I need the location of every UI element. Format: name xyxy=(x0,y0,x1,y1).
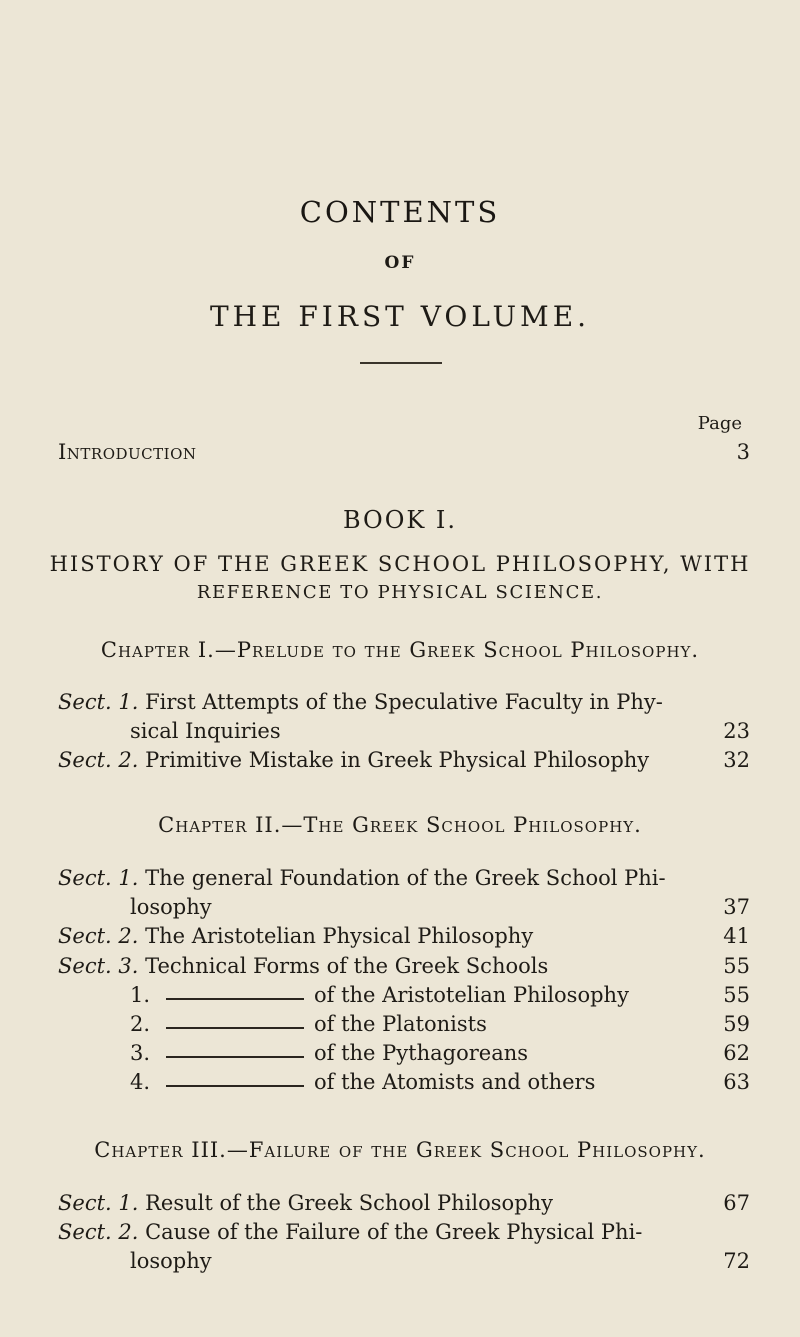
entry-text: The Aristotelian Physical Philosophy xyxy=(145,924,534,948)
chapter-heading: Chapter II.—The Greek School Philosophy. xyxy=(158,813,642,837)
entry-page: 23 xyxy=(723,719,750,743)
toc-entry xyxy=(58,690,750,720)
toc-subentry xyxy=(58,1041,750,1071)
entry-text: First Attempts of the Speculative Faculty in Phy- xyxy=(145,690,663,714)
subentry-text: of the Aristotelian Philosophy xyxy=(314,983,629,1007)
toc-entry xyxy=(58,866,750,896)
toc-subentry xyxy=(58,1012,750,1042)
chapter-heading: Chapter I.—Prelude to the Greek School Philosophy. xyxy=(100,638,700,662)
section-label: Sect. 2. xyxy=(58,924,139,948)
chapter-heading: Chapter III.—Failure of the Greek School Philosophy. xyxy=(94,1138,706,1162)
subentry-number: 1. xyxy=(130,983,151,1007)
contents-title: CONTENTS xyxy=(299,195,501,229)
introduction-page: 3 xyxy=(736,440,750,464)
subentry-number: 4. xyxy=(130,1070,151,1094)
toc-entry-continuation xyxy=(58,719,750,749)
toc-entry xyxy=(58,924,750,954)
entry-page: 72 xyxy=(723,1249,750,1273)
toc-entry-continuation xyxy=(58,1249,750,1279)
section-label: Sect. 2. xyxy=(58,748,139,772)
book-label: BOOK I. xyxy=(342,506,458,534)
toc-entry xyxy=(58,1191,750,1221)
subentry-page: 59 xyxy=(723,1012,750,1036)
toc-entry xyxy=(58,748,750,778)
entry-page: 32 xyxy=(723,748,750,772)
page-column-label: Page xyxy=(697,413,742,434)
entry-text: Result of the Greek School Philosophy xyxy=(145,1191,554,1215)
section-label: Sect. 1. xyxy=(58,866,139,890)
section-label: Sect. 1. xyxy=(58,690,139,714)
entry-text: losophy xyxy=(130,895,212,919)
entry-text: The general Foundation of the Greek School Phi- xyxy=(145,866,666,890)
ditto-dash xyxy=(166,1085,304,1087)
toc-entry xyxy=(58,1220,750,1250)
entry-page: 37 xyxy=(723,895,750,919)
book-title-line2: REFERENCE TO PHYSICAL SCIENCE. xyxy=(196,582,604,603)
entry-text: Technical Forms of the Greek Schools xyxy=(145,954,549,978)
introduction-label: Introduction xyxy=(58,440,197,464)
toc-subentry xyxy=(58,1070,750,1100)
introduction-entry xyxy=(58,440,750,470)
subentry-page: 63 xyxy=(723,1070,750,1094)
divider-rule xyxy=(360,362,442,364)
section-label: Sect. 1. xyxy=(58,1191,139,1215)
ditto-dash xyxy=(166,998,304,1000)
entry-text: Cause of the Failure of the Greek Physical Phi- xyxy=(145,1220,643,1244)
toc-entry-continuation xyxy=(58,895,750,925)
subentry-text: of the Platonists xyxy=(314,1012,487,1036)
ditto-dash xyxy=(166,1056,304,1058)
entry-text: sical Inquiries xyxy=(130,719,281,743)
section-label: Sect. 2. xyxy=(58,1220,139,1244)
section-label: Sect. 3. xyxy=(58,954,139,978)
subentry-text: of the Atomists and others xyxy=(314,1070,596,1094)
entry-text: losophy xyxy=(130,1249,212,1273)
toc-subentry xyxy=(58,983,750,1013)
entry-page: 67 xyxy=(723,1191,750,1215)
book-title-line1: HISTORY OF THE GREEK SCHOOL PHILOSOPHY, WITH xyxy=(49,552,751,576)
volume-heading: THE FIRST VOLUME. xyxy=(209,300,591,333)
entry-text: Primitive Mistake in Greek Physical Philosophy xyxy=(145,748,650,772)
entry-page: 55 xyxy=(723,954,750,978)
entry-page: 41 xyxy=(723,924,750,948)
subentry-page: 55 xyxy=(723,983,750,1007)
ditto-dash xyxy=(166,1027,304,1029)
subentry-number: 2. xyxy=(130,1012,151,1036)
subentry-page: 62 xyxy=(723,1041,750,1065)
contents-of: OF xyxy=(384,253,416,273)
subentry-number: 3. xyxy=(130,1041,151,1065)
toc-entry xyxy=(58,954,750,984)
subentry-text: of the Pythagoreans xyxy=(314,1041,529,1065)
